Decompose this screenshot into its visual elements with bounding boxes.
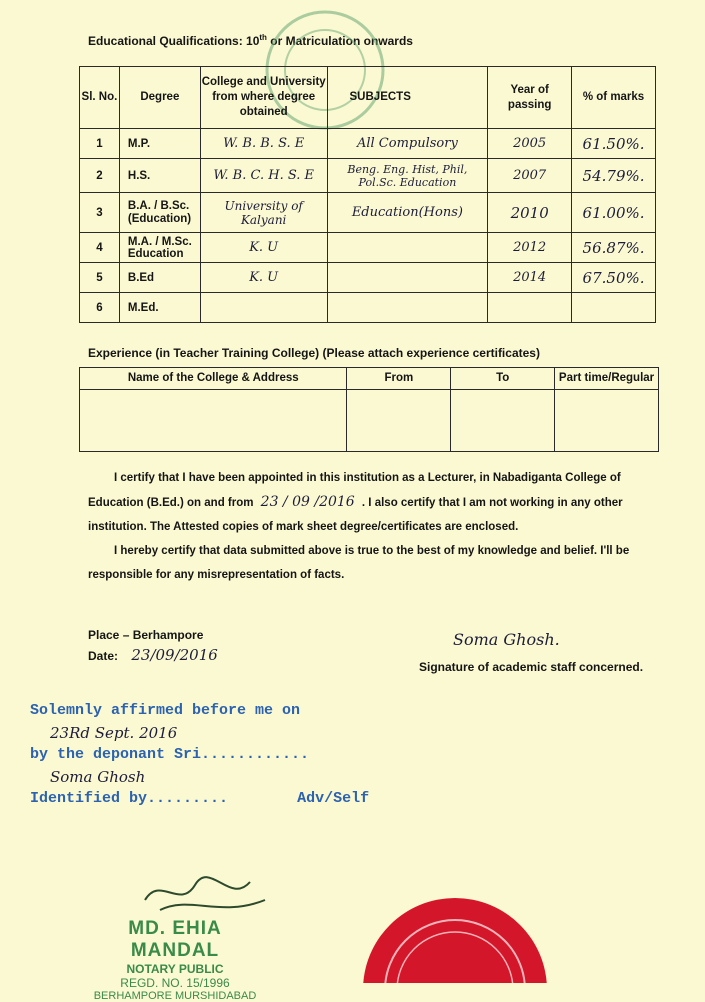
notary-name: MD. EHIA MANDAL bbox=[128, 918, 222, 961]
notary-stamp bbox=[85, 918, 265, 1002]
row-subjects bbox=[327, 293, 488, 323]
notary-title: NOTARY PUBLIC bbox=[126, 962, 224, 976]
header-marks: % of marks bbox=[572, 67, 656, 129]
row-marks: 61.00%. bbox=[572, 193, 656, 233]
experience-heading: Experience (in Teacher Training College) (Please attach experience certificates) bbox=[88, 346, 540, 360]
table-row bbox=[80, 129, 656, 159]
certify-text: Education (B.Ed.) on and from bbox=[88, 497, 254, 509]
table-row bbox=[80, 263, 656, 293]
row-degree: B.Ed bbox=[119, 263, 200, 293]
row-marks: 61.50%. bbox=[572, 129, 656, 159]
staff-signature: Soma Ghosh. bbox=[453, 630, 560, 649]
notary-regd: REGD. NO. 15/1996 bbox=[120, 976, 230, 990]
table-header-row bbox=[80, 67, 656, 129]
table-row bbox=[80, 159, 656, 193]
affidavit-stamp bbox=[30, 700, 369, 810]
affidavit-name: Soma Ghosh bbox=[50, 768, 146, 786]
date-line bbox=[88, 646, 218, 664]
notary-place: BERHAMPORE MURSHIDABAD bbox=[93, 990, 257, 1002]
row-degree: M.Ed. bbox=[119, 293, 200, 323]
row-sl: 6 bbox=[80, 293, 120, 323]
header-degree: Degree bbox=[119, 67, 200, 129]
row-year: 2010 bbox=[488, 193, 572, 233]
row-marks bbox=[572, 293, 656, 323]
experience-table bbox=[79, 367, 659, 452]
table-row bbox=[80, 193, 656, 233]
header-subjects: SUBJECTS bbox=[327, 67, 488, 129]
affidavit-text: Identified by......... bbox=[30, 790, 229, 807]
row-year bbox=[488, 293, 572, 323]
header-year: Year of passing bbox=[488, 67, 572, 129]
signature-caption: Signature of academic staff concerned. bbox=[419, 660, 644, 674]
heading-sup: th bbox=[259, 33, 267, 42]
certify-line: I hereby certify that data submitted above is true to the best of my knowledge and belief. I'll be bbox=[114, 545, 630, 557]
row-subjects: Beng. Eng. Hist, Phil, Pol.Sc. Education bbox=[327, 159, 488, 193]
row-degree: H.S. bbox=[119, 159, 200, 193]
row-college: University of Kalyani bbox=[200, 193, 327, 233]
experience-row bbox=[80, 390, 659, 452]
row-degree: B.A. / B.Sc. (Education) bbox=[119, 193, 200, 233]
row-college: K. U bbox=[200, 263, 327, 293]
experience-header-row bbox=[80, 368, 659, 390]
heading-text: Educational Qualifications: 10 bbox=[88, 34, 260, 48]
notary-signature-scribble bbox=[140, 870, 270, 925]
date-label: Date: bbox=[88, 649, 119, 663]
row-marks: 56.87%. bbox=[572, 233, 656, 263]
appointment-date: 23 / 09 /2016 bbox=[260, 494, 355, 510]
header-to: To bbox=[451, 368, 555, 390]
row-subjects: All Compulsory bbox=[327, 129, 488, 159]
row-year: 2007 bbox=[488, 159, 572, 193]
date-value: 23/09/2016 bbox=[131, 646, 218, 664]
row-marks: 67.50%. bbox=[572, 263, 656, 293]
affidavit-line bbox=[30, 788, 369, 810]
affidavit-date: 23Rd Sept. 2016 bbox=[50, 724, 178, 742]
row-subjects bbox=[327, 263, 488, 293]
certify-line: institution. The Attested copies of mark sheet degree/certificates are enclosed. bbox=[88, 521, 519, 533]
row-degree: M.A. / M.Sc. Education bbox=[119, 233, 200, 263]
place: Place – Berhampore bbox=[88, 628, 204, 642]
certify-line: responsible for any misrepresentation of facts. bbox=[88, 569, 345, 581]
row-subjects: Education(Hons) bbox=[327, 193, 488, 233]
certify-line: I certify that I have been appointed in this institution as a Lecturer, in Nabadiganta College of bbox=[114, 472, 621, 484]
row-subjects bbox=[327, 233, 488, 263]
table-row bbox=[80, 293, 656, 323]
row-sl: 3 bbox=[80, 193, 120, 233]
affidavit-line: Solemnly affirmed before me on bbox=[30, 702, 301, 719]
row-sl: 2 bbox=[80, 159, 120, 193]
row-year: 2012 bbox=[488, 233, 572, 263]
header-college-address: Name of the College & Address bbox=[80, 368, 347, 390]
qualifications-table bbox=[79, 66, 656, 323]
row-year: 2005 bbox=[488, 129, 572, 159]
red-wax-seal bbox=[330, 895, 560, 983]
table-row bbox=[80, 233, 656, 263]
certify-line bbox=[88, 490, 658, 515]
row-sl: 1 bbox=[80, 129, 120, 159]
certify-text: . I also certify that I am not working in any other bbox=[361, 497, 623, 509]
heading-text-rest: or Matriculation onwards bbox=[266, 34, 413, 48]
affidavit-text-end: Adv/Self bbox=[297, 790, 370, 807]
header-sl: Sl. No. bbox=[80, 67, 120, 129]
row-degree: M.P. bbox=[119, 129, 200, 159]
affidavit-line: by the deponant Sri............ bbox=[30, 746, 310, 763]
row-year: 2014 bbox=[488, 263, 572, 293]
header-college: College and University from where degree obtained bbox=[200, 67, 327, 129]
certify-paragraph-1 bbox=[88, 466, 658, 587]
row-college: W. B. B. S. E bbox=[200, 129, 327, 159]
header-from: From bbox=[347, 368, 451, 390]
header-part-time: Part time/Regular bbox=[555, 368, 659, 390]
row-college: K. U bbox=[200, 233, 327, 263]
row-college: W. B. C. H. S. E bbox=[200, 159, 327, 193]
row-college bbox=[200, 293, 327, 323]
row-marks: 54.79%. bbox=[572, 159, 656, 193]
row-sl: 4 bbox=[80, 233, 120, 263]
row-sl: 5 bbox=[80, 263, 120, 293]
